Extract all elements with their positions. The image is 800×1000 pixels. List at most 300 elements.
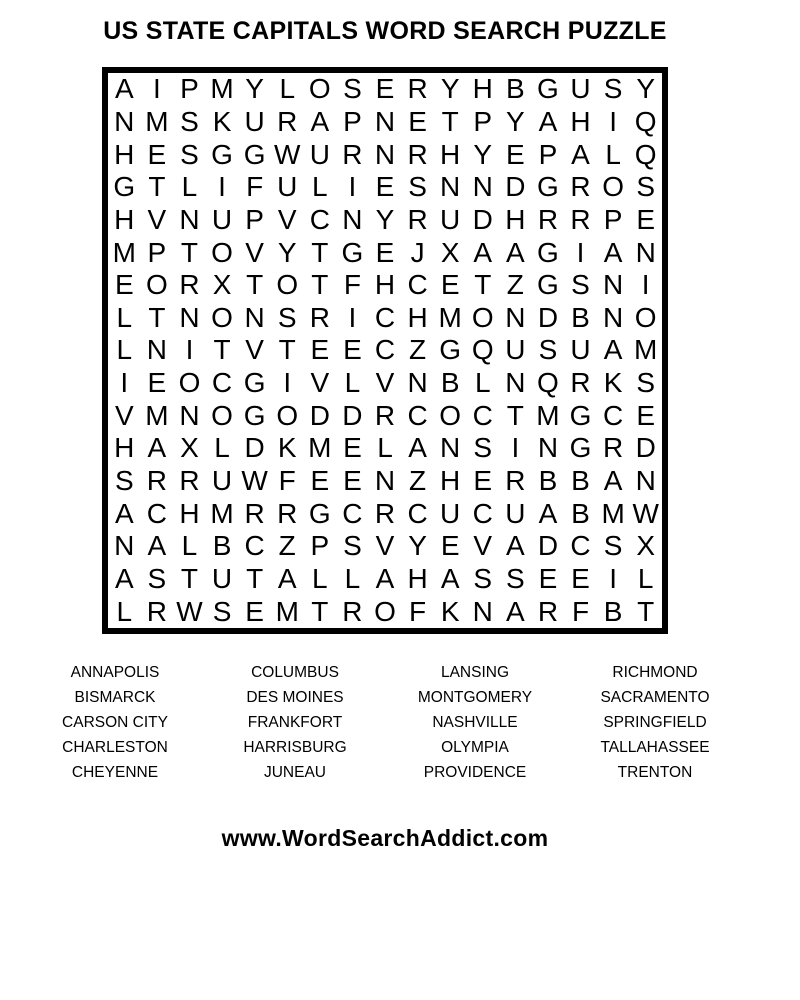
grid-cell: B — [571, 301, 590, 333]
grid-cell: C — [244, 530, 265, 562]
grid-cell: E — [343, 465, 362, 497]
grid-cell: V — [245, 236, 264, 268]
grid-cell: B — [571, 497, 590, 529]
grid-cell: N — [635, 236, 656, 268]
grid-cell: L — [344, 367, 361, 399]
grid-row — [108, 171, 662, 204]
grid-cell: I — [120, 367, 129, 399]
grid-cell: V — [147, 203, 167, 235]
grid-cell: A — [473, 236, 493, 268]
grid-cell: P — [180, 73, 199, 105]
word-item: PROVIDENCE — [423, 764, 527, 781]
grid-cell: M — [112, 236, 136, 268]
grid-cell: K — [212, 105, 232, 137]
grid-cell: A — [538, 497, 558, 529]
grid-cell: S — [571, 269, 590, 301]
grid-cell: A — [506, 530, 525, 562]
grid-row — [108, 530, 662, 563]
grid-cell: Y — [408, 530, 427, 562]
grid-cell: B — [538, 465, 558, 497]
grid-cell: A — [506, 236, 525, 268]
grid-row — [108, 204, 662, 237]
grid-cell: M — [145, 399, 169, 431]
grid-cell: N — [342, 203, 363, 235]
word-list — [25, 660, 745, 785]
grid-cell: P — [245, 203, 264, 235]
grid-cell: S — [506, 563, 525, 595]
grid-cell: R — [244, 497, 265, 529]
grid-cell: Y — [636, 73, 656, 105]
grid-cell: I — [511, 432, 520, 464]
grid-cell: R — [570, 171, 591, 203]
word-item: BISMARCK — [74, 689, 156, 706]
grid-cell: V — [375, 530, 395, 562]
word-item: CHEYENNE — [71, 764, 159, 781]
grid-cell: R — [537, 203, 559, 235]
word-list-column — [205, 660, 385, 785]
grid-cell: G — [439, 334, 462, 366]
grid-cell: M — [438, 301, 462, 333]
grid-cell: L — [214, 432, 230, 464]
grid-cell: O — [211, 399, 233, 431]
grid-cell: M — [601, 497, 625, 529]
grid-row — [108, 563, 662, 596]
grid-cell: L — [312, 171, 328, 203]
grid-cell: V — [114, 399, 134, 431]
grid-cell: G — [341, 236, 364, 268]
grid-cell: C — [472, 399, 493, 431]
grid-cell: O — [276, 399, 299, 431]
grid-cell: G — [569, 399, 592, 431]
grid-cell: E — [538, 563, 558, 595]
grid-cell: V — [245, 334, 264, 366]
grid-cell: U — [505, 497, 526, 529]
grid-cell: A — [571, 138, 590, 170]
grid-cell: Y — [440, 73, 460, 105]
grid-cell: I — [348, 171, 357, 203]
grid-cell: S — [603, 530, 623, 562]
grid-cell: D — [244, 432, 265, 464]
grid-cell: S — [636, 171, 656, 203]
grid-cell: C — [602, 399, 624, 431]
grid-cell: E — [506, 138, 525, 170]
grid-cell: D — [472, 203, 493, 235]
grid-cell: N — [146, 334, 167, 366]
grid-cell: L — [116, 595, 133, 627]
grid-cell: E — [636, 399, 656, 431]
grid-cell: H — [440, 138, 461, 170]
grid-cell: T — [213, 334, 231, 366]
word-list-column — [385, 660, 565, 785]
grid-cell: I — [185, 334, 194, 366]
grid-cell: X — [440, 236, 460, 268]
grid-row — [108, 73, 662, 106]
grid-cell: O — [211, 301, 233, 333]
grid-cell: B — [440, 367, 460, 399]
grid-cell: G — [569, 432, 592, 464]
footer-url: www.WordSearchAddict.com — [221, 825, 549, 851]
grid-cell: A — [277, 563, 297, 595]
grid-cell: S — [473, 563, 493, 595]
grid-cell: U — [277, 171, 298, 203]
grid-cell: O — [471, 301, 494, 333]
grid-cell: A — [147, 432, 167, 464]
grid-cell: H — [570, 105, 591, 137]
grid-cell: M — [210, 73, 234, 105]
grid-cell: R — [277, 497, 298, 529]
grid-cell: N — [602, 301, 624, 333]
grid-cell: E — [245, 595, 264, 627]
grid-cell: E — [147, 138, 167, 170]
grid-cell: S — [538, 334, 558, 366]
grid-cell: T — [506, 399, 524, 431]
grid-cell: E — [147, 367, 167, 399]
grid-cell: O — [634, 301, 657, 333]
grid-cell: O — [602, 171, 624, 203]
grid-cell: R — [505, 465, 526, 497]
grid-cell: Z — [409, 334, 427, 366]
grid-cell: N — [472, 595, 493, 627]
grid-cell: L — [181, 530, 198, 562]
word-item: LANSING — [440, 664, 510, 681]
grid-cell: S — [180, 105, 199, 137]
grid-cell: L — [344, 563, 361, 595]
grid-cell: T — [180, 563, 199, 595]
grid-cell: V — [277, 203, 297, 235]
grid-cell: N — [179, 203, 200, 235]
grid-cell: R — [407, 138, 428, 170]
grid-cell: U — [570, 334, 591, 366]
page-title: US STATE CAPITALS WORD SEARCH PUZZLE — [103, 17, 667, 45]
grid-cell: L — [377, 432, 393, 464]
grid-cell: U — [440, 203, 461, 235]
grid-cell: N — [635, 465, 656, 497]
grid-row — [108, 399, 662, 432]
grid-cell: C — [342, 497, 363, 529]
grid-cell: T — [311, 236, 329, 268]
grid-cell: N — [537, 432, 559, 464]
grid-cell: S — [603, 73, 623, 105]
grid-cell: B — [212, 530, 232, 562]
grid-cell: T — [474, 269, 492, 301]
grid-cell: X — [212, 269, 232, 301]
grid-cell: C — [374, 301, 396, 333]
grid-cell: T — [148, 171, 166, 203]
grid-cell: L — [116, 301, 133, 333]
grid-cell: A — [114, 497, 134, 529]
grid-cell: Q — [537, 367, 559, 399]
grid-cell: P — [603, 203, 623, 235]
grid-cell: L — [312, 563, 328, 595]
grid-cell: C — [472, 497, 493, 529]
word-item: CARSON CITY — [62, 714, 168, 731]
grid-cell: U — [309, 138, 330, 170]
grid-cell: A — [440, 563, 460, 595]
grid-cell: E — [310, 334, 330, 366]
grid-cell: O — [211, 236, 233, 268]
grid-cell: F — [571, 595, 590, 627]
grid-cell: N — [114, 105, 135, 137]
grid-cell: E — [440, 530, 460, 562]
grid-cell: Q — [634, 105, 657, 137]
grid-cell: B — [506, 73, 525, 105]
grid-cell: A — [408, 432, 427, 464]
grid-cell: U — [440, 497, 461, 529]
grid-cell: N — [602, 269, 624, 301]
grid-cell: R — [342, 595, 363, 627]
grid-cell: U — [570, 73, 591, 105]
grid-cell: B — [571, 465, 590, 497]
grid-cell: G — [243, 399, 266, 431]
grid-cell: P — [473, 105, 493, 137]
grid-cell: I — [152, 73, 161, 105]
grid-cell: R — [277, 105, 298, 137]
grid-cell: X — [636, 530, 656, 562]
grid-cell: L — [116, 334, 133, 366]
grid-cell: R — [407, 73, 428, 105]
grid-cell: T — [246, 269, 264, 301]
grid-cell: S — [114, 465, 134, 497]
grid-cell: D — [635, 432, 656, 464]
word-grid — [102, 67, 668, 634]
grid-cell: R — [146, 465, 167, 497]
grid-cell: N — [244, 301, 265, 333]
grid-cell: Z — [278, 530, 296, 562]
grid-cell: A — [506, 595, 525, 627]
grid-cell: F — [343, 269, 361, 301]
grid-cell: I — [283, 367, 292, 399]
grid-cell: E — [408, 105, 427, 137]
grid-cell: W — [632, 497, 659, 529]
grid-cell: Q — [634, 138, 657, 170]
grid-cell: U — [211, 465, 233, 497]
grid-cell: M — [308, 432, 332, 464]
grid-cell: C — [407, 497, 428, 529]
grid-cell: A — [114, 73, 134, 105]
grid-cell: R — [309, 301, 330, 333]
grid-cell: E — [343, 432, 362, 464]
grid-row — [108, 595, 662, 628]
grid-cell: I — [348, 301, 357, 333]
grid-cell: P — [310, 530, 330, 562]
grid-cell: N — [505, 367, 526, 399]
grid-cell: P — [343, 105, 362, 137]
grid-cell: N — [440, 171, 461, 203]
grid-cell: Y — [375, 203, 395, 235]
grid-cell: Z — [409, 465, 427, 497]
grid-cell: U — [211, 563, 233, 595]
grid-cell: O — [439, 399, 462, 431]
grid-cell: A — [375, 563, 395, 595]
grid-cell: Y — [473, 138, 493, 170]
grid-cell: N — [440, 432, 461, 464]
word-item: ANNAPOLIS — [70, 664, 160, 681]
grid-cell: E — [375, 236, 395, 268]
grid-cell: B — [603, 595, 623, 627]
word-item: COLUMBUS — [251, 664, 339, 681]
word-list-column — [25, 660, 205, 785]
grid-cell: D — [537, 301, 559, 333]
grid-cell: S — [636, 367, 656, 399]
word-item: TRENTON — [617, 764, 693, 781]
word-item: OLYMPIA — [441, 739, 509, 756]
grid-cell: H — [440, 465, 461, 497]
grid-cell: L — [279, 73, 296, 105]
grid-cell: C — [309, 203, 330, 235]
grid-cell: S — [343, 530, 362, 562]
word-item: CHARLESTON — [62, 739, 168, 756]
grid-cell: G — [211, 138, 233, 170]
grid-cell: N — [374, 105, 396, 137]
grid-cell: E — [375, 171, 395, 203]
grid-cell: O — [145, 269, 168, 301]
grid-cell: L — [605, 138, 621, 170]
grid-cell: P — [538, 138, 558, 170]
grid-cell: Q — [471, 334, 494, 366]
grid-cell: E — [310, 465, 330, 497]
grid-cell: I — [609, 105, 617, 137]
grid-cell: I — [641, 269, 650, 301]
grid-cell: L — [637, 563, 654, 595]
grid-cell: R — [374, 399, 396, 431]
grid-cell: T — [180, 236, 199, 268]
grid-cell: R — [602, 432, 624, 464]
grid-cell: S — [277, 301, 297, 333]
grid-cell: R — [342, 138, 363, 170]
grid-cell: R — [374, 497, 396, 529]
grid-cell: H — [407, 301, 428, 333]
grid-cell: T — [278, 334, 296, 366]
grid-cell: N — [407, 367, 428, 399]
grid-cell: E — [636, 203, 656, 235]
grid-cell: X — [180, 432, 199, 464]
word-item: JUNEAU — [263, 764, 326, 781]
grid-cell: C — [374, 334, 396, 366]
grid-cell: G — [308, 497, 331, 529]
grid-cell: L — [181, 171, 198, 203]
grid-cell: F — [409, 595, 427, 627]
word-item: TALLAHASSEE — [600, 739, 710, 756]
grid-row — [108, 269, 662, 302]
grid-cell: T — [637, 595, 655, 627]
grid-cell: Y — [506, 105, 525, 137]
grid-row — [108, 334, 662, 367]
grid-cell: A — [603, 236, 623, 268]
grid-cell: H — [407, 563, 428, 595]
word-item: SACRAMENTO — [600, 689, 710, 706]
word-item: MONTGOMERY — [417, 689, 533, 706]
grid-cell: T — [148, 301, 166, 333]
grid-cell: O — [178, 367, 201, 399]
grid-cell: H — [114, 432, 135, 464]
grid-cell: W — [274, 138, 301, 170]
grid-cell: O — [276, 269, 299, 301]
grid-cell: T — [311, 269, 329, 301]
grid-cell: Z — [506, 269, 524, 301]
grid-cell: I — [576, 236, 585, 268]
grid-cell: A — [603, 465, 623, 497]
grid-cell: G — [113, 171, 136, 203]
grid-cell: S — [343, 73, 362, 105]
grid-row — [108, 106, 662, 139]
grid-cell: G — [243, 367, 266, 399]
grid-cell: K — [440, 595, 460, 627]
grid-cell: M — [536, 399, 560, 431]
grid-cell: D — [537, 530, 559, 562]
grid-cell: G — [243, 138, 266, 170]
grid-cell: R — [537, 595, 559, 627]
grid-cell: R — [146, 595, 167, 627]
grid-cell: H — [374, 269, 396, 301]
grid-cell: E — [343, 334, 362, 366]
grid-cell: H — [472, 73, 493, 105]
grid-row — [108, 236, 662, 269]
word-item: NASHVILLE — [432, 714, 518, 731]
grid-cell: G — [537, 236, 559, 268]
grid-cell: T — [311, 595, 329, 627]
grid-cell: D — [505, 171, 526, 203]
grid-row — [108, 302, 662, 335]
grid-cell: A — [538, 105, 558, 137]
grid-cell: F — [246, 171, 264, 203]
grid-cell: N — [114, 530, 135, 562]
grid-cell: N — [505, 301, 526, 333]
grid-cell: R — [407, 203, 428, 235]
grid-cell: T — [441, 105, 459, 137]
grid-cell: U — [505, 334, 526, 366]
grid-cell: M — [210, 497, 234, 529]
grid-cell: O — [308, 73, 331, 105]
grid-cell: H — [505, 203, 526, 235]
grid-cell: N — [374, 138, 396, 170]
word-item: FRANKFORT — [247, 714, 343, 731]
grid-row — [108, 367, 662, 400]
grid-cell: D — [342, 399, 363, 431]
grid-cell: G — [537, 73, 559, 105]
grid-cell: H — [179, 497, 200, 529]
word-item: DES MOINES — [246, 689, 344, 706]
grid-cell: M — [275, 595, 299, 627]
grid-cell: R — [570, 367, 591, 399]
grid-cell: N — [374, 465, 396, 497]
grid-cell: R — [179, 269, 200, 301]
grid-cell: V — [473, 530, 493, 562]
grid-cell: G — [537, 269, 559, 301]
grid-cell: F — [278, 465, 296, 497]
grid-cell: H — [114, 138, 135, 170]
grid-cell: R — [570, 203, 591, 235]
grid-cell: E — [473, 465, 493, 497]
grid-cell: D — [309, 399, 330, 431]
grid-cell: C — [570, 530, 591, 562]
grid-cell: W — [241, 465, 268, 497]
grid-row — [108, 497, 662, 530]
grid-cell: J — [410, 236, 425, 268]
grid-cell: C — [211, 367, 233, 399]
grid-cell: C — [146, 497, 167, 529]
grid-cell: R — [179, 465, 200, 497]
grid-row — [108, 432, 662, 465]
grid-cell: S — [147, 563, 167, 595]
word-item: SPRINGFIELD — [603, 714, 707, 731]
grid-cell: Y — [245, 73, 264, 105]
grid-cell: G — [537, 171, 559, 203]
grid-cell: K — [277, 432, 297, 464]
grid-cell: E — [375, 73, 395, 105]
grid-cell: W — [176, 595, 203, 627]
grid-cell: V — [375, 367, 395, 399]
grid-cell: C — [407, 269, 428, 301]
